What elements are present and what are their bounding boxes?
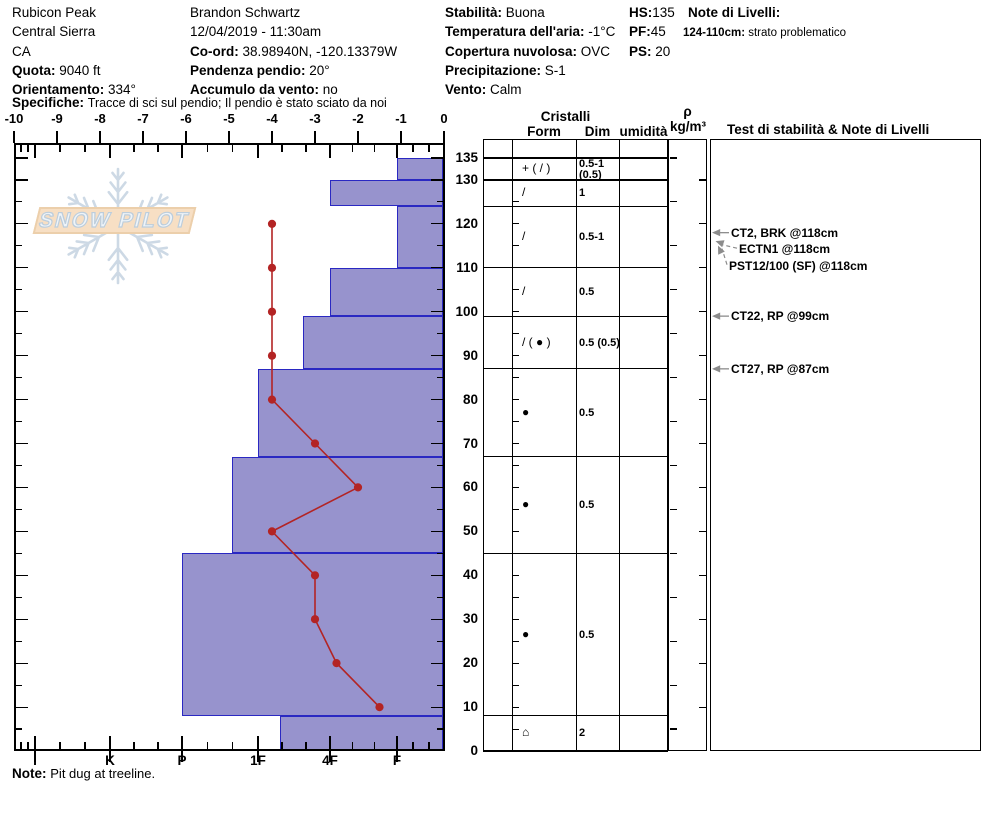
temp-axis-tick bbox=[443, 131, 445, 143]
form-column-header: Form bbox=[527, 124, 561, 139]
density-tick-right bbox=[699, 707, 706, 708]
snowpilot-logo-text: SNOW PILOT bbox=[36, 208, 193, 232]
density-tick-right bbox=[699, 663, 706, 664]
depth-tick-right bbox=[437, 377, 443, 378]
grain-form-symbol: ⌂ bbox=[522, 725, 530, 740]
hardness-minor-tick bbox=[59, 145, 60, 152]
depth-axis-label: 60 bbox=[462, 479, 478, 495]
depth-tick-left bbox=[16, 421, 22, 422]
hardness-minor-tick bbox=[27, 742, 28, 749]
hardness-minor-tick bbox=[232, 145, 233, 152]
site-name: Rubicon Peak bbox=[12, 5, 97, 20]
hardness-minor-tick bbox=[305, 742, 306, 749]
form-column-tick bbox=[513, 311, 519, 312]
depth-tick-left bbox=[16, 685, 22, 686]
grain-size-value: 0.5-1 bbox=[579, 158, 605, 170]
form-column-tick bbox=[513, 201, 519, 202]
hardness-minor-tick bbox=[109, 145, 110, 158]
depth-tick-left bbox=[16, 487, 28, 488]
depth-tick-right bbox=[437, 421, 443, 422]
hardness-minor-tick bbox=[109, 736, 110, 749]
grain-size-value: 0.5 bbox=[579, 499, 595, 511]
layer-boundary-row-line bbox=[483, 715, 668, 716]
form-column-tick bbox=[513, 377, 519, 378]
hardness-minor-tick bbox=[396, 736, 397, 749]
hardness-minor-tick bbox=[232, 742, 233, 749]
depth-tick-right bbox=[437, 465, 443, 466]
form-column-tick bbox=[513, 487, 519, 488]
hardness-minor-tick bbox=[428, 145, 429, 152]
depth-axis-label: 10 bbox=[462, 699, 478, 715]
density-units-header: kg/m³ bbox=[669, 119, 706, 134]
hardness-minor-tick bbox=[281, 145, 282, 152]
density-tick-left bbox=[670, 421, 677, 422]
depth-tick-left bbox=[16, 245, 22, 246]
density-tick-left bbox=[670, 157, 677, 158]
air-temp-row: Temperatura dell'aria: -1°C bbox=[445, 24, 616, 40]
profile-chart-frame bbox=[14, 143, 445, 751]
depth-tick-left bbox=[16, 465, 22, 466]
depth-tick-left bbox=[16, 355, 28, 356]
crystal-table-column-line bbox=[512, 139, 513, 751]
hardness-minor-tick bbox=[59, 742, 60, 749]
layer-boundary-row-line bbox=[483, 368, 668, 369]
depth-tick-right bbox=[437, 685, 443, 686]
crystal-table-column-line bbox=[576, 139, 577, 751]
depth-tick-left bbox=[16, 553, 22, 554]
density-tick-right bbox=[699, 443, 706, 444]
layer-boundary-row-line bbox=[483, 316, 668, 317]
wind-row: Vento: Calm bbox=[445, 82, 522, 98]
density-tick-left bbox=[670, 728, 677, 729]
depth-tick-right bbox=[437, 597, 443, 598]
hardness-minor-tick bbox=[133, 742, 134, 749]
site-region: Central Sierra bbox=[12, 24, 96, 40]
form-column-tick bbox=[513, 575, 519, 576]
coordinates-row: Co-ord: 38.98940N, -120.13379W bbox=[190, 43, 398, 59]
density-tick-right bbox=[699, 223, 706, 224]
density-tick-right bbox=[699, 267, 706, 268]
hardness-minor-tick bbox=[305, 145, 306, 152]
hardness-minor-tick bbox=[20, 145, 21, 152]
depth-tick-left bbox=[16, 707, 28, 708]
depth-axis-label: 80 bbox=[462, 391, 478, 407]
header-observer-column bbox=[190, 3, 397, 99]
form-column-tick bbox=[513, 421, 519, 422]
temp-axis-tick-label: -6 bbox=[180, 111, 192, 126]
footer-note-text: Pit dug at treeline. bbox=[50, 766, 156, 781]
hardness-minor-tick bbox=[133, 145, 134, 152]
temp-axis-tick bbox=[99, 131, 101, 143]
temp-axis-tick-label: 0 bbox=[440, 111, 448, 126]
density-tick-right bbox=[699, 355, 706, 356]
form-column-tick bbox=[513, 158, 519, 159]
grain-size-value: 0.5-1 bbox=[579, 231, 605, 244]
depth-tick-left bbox=[16, 619, 28, 620]
depth-axis-label: 50 bbox=[462, 523, 478, 539]
grain-size-value: 0.5 bbox=[579, 628, 595, 641]
hardness-minor-tick bbox=[428, 742, 429, 749]
layer-boundary-row-line bbox=[483, 206, 668, 207]
density-tick-left bbox=[670, 553, 677, 554]
depth-tick-right bbox=[437, 245, 443, 246]
temp-axis-tick-label: -10 bbox=[4, 111, 24, 126]
specifics-text: Tracce di sci sul pendio; Il pendio è stato sciato da noi bbox=[87, 96, 387, 110]
form-column-tick bbox=[513, 531, 519, 532]
form-column-tick bbox=[513, 333, 519, 334]
temp-axis-tick-label: -9 bbox=[51, 111, 63, 126]
depth-tick-left bbox=[16, 399, 28, 400]
grain-form-symbol: / bbox=[522, 229, 526, 244]
hs-row: HS:135 bbox=[629, 5, 675, 20]
depth-tick-right bbox=[437, 641, 443, 642]
density-tick-right bbox=[699, 487, 706, 488]
form-column-tick bbox=[513, 180, 519, 181]
grain-size-value: 1 bbox=[579, 187, 586, 200]
temp-axis-tick bbox=[357, 131, 359, 143]
form-column-tick bbox=[513, 729, 519, 730]
hardness-minor-tick bbox=[34, 736, 35, 749]
hardness-axis-label: 4F bbox=[322, 753, 338, 768]
density-tick-right bbox=[699, 399, 706, 400]
depth-tick-left bbox=[16, 728, 22, 729]
elevation-row: Quota: 9040 ft bbox=[12, 62, 101, 78]
hardness-minor-tick bbox=[157, 145, 158, 152]
temp-axis-tick-label: -5 bbox=[223, 111, 235, 126]
aspect-row: Orientamento: 334° bbox=[12, 82, 136, 98]
form-column-tick bbox=[513, 509, 519, 510]
density-tick-left bbox=[670, 333, 677, 334]
hardness-minor-tick bbox=[207, 145, 208, 152]
grain-size-value: 0.5 bbox=[579, 406, 595, 419]
depth-tick-left bbox=[16, 333, 22, 334]
layer-boundary-row-line bbox=[483, 157, 668, 158]
stability-row: Stabilità: Buona bbox=[445, 5, 545, 20]
form-column-tick bbox=[513, 245, 519, 246]
stability-test-result: PST12/100 (SF) @118cm bbox=[729, 258, 868, 273]
depth-tick-left bbox=[16, 641, 22, 642]
layer-boundary-row-line bbox=[483, 456, 668, 457]
depth-tick-right bbox=[437, 728, 443, 729]
form-column-tick bbox=[513, 399, 519, 400]
hardness-minor-tick bbox=[181, 736, 182, 749]
density-tick-left bbox=[670, 685, 677, 686]
density-symbol-header: ρ bbox=[683, 104, 692, 119]
depth-axis-label: 70 bbox=[462, 435, 478, 451]
depth-tick-left bbox=[16, 575, 28, 576]
hardness-minor-tick bbox=[374, 145, 375, 152]
temp-axis-tick-label: -2 bbox=[352, 111, 364, 126]
level-notes-title: Note di Livelli: bbox=[688, 5, 781, 20]
layer-boundary-row-line bbox=[483, 267, 668, 268]
density-tick-right bbox=[699, 619, 706, 620]
hardness-minor-tick bbox=[84, 742, 85, 749]
observation-datetime: 12/04/2019 - 11:30am bbox=[190, 24, 322, 40]
hardness-axis-label: I bbox=[33, 753, 37, 768]
depth-tick-left bbox=[16, 223, 28, 224]
form-column-tick bbox=[513, 685, 519, 686]
footer-note: Note: Pit dug at treeline. bbox=[12, 766, 156, 781]
form-column-tick bbox=[513, 355, 519, 356]
depth-axis-label: 30 bbox=[462, 611, 478, 627]
hardness-minor-tick bbox=[257, 736, 258, 749]
density-tick-left bbox=[670, 641, 677, 642]
grain-size-value: 0.5 (0.5) bbox=[579, 336, 620, 349]
depth-tick-left bbox=[16, 179, 28, 180]
depth-axis-label: 120 bbox=[455, 215, 478, 231]
depth-tick-left bbox=[16, 289, 22, 290]
layer-boundary-row-line bbox=[483, 553, 668, 554]
depth-axis-label: 135 bbox=[455, 150, 478, 165]
header-specifics-row: Specifiche: Tracce di sci sul pendio; Il pendio è stato sciato da noi bbox=[12, 95, 387, 110]
grain-form-symbol: / bbox=[522, 284, 526, 298]
form-column-tick bbox=[513, 223, 519, 224]
hardness-minor-tick bbox=[207, 742, 208, 749]
ps-row: PS: 20 bbox=[629, 43, 671, 59]
observer-name: Brandon Schwartz bbox=[190, 5, 301, 20]
density-tick-left bbox=[670, 201, 677, 202]
hardness-minor-tick bbox=[27, 145, 28, 152]
density-tick-right bbox=[699, 575, 706, 576]
depth-tick-left bbox=[16, 311, 28, 312]
hardness-minor-tick bbox=[412, 145, 413, 152]
temp-axis-tick bbox=[271, 131, 273, 143]
form-column-tick bbox=[513, 289, 519, 290]
level-note-row: 124-110cm: strato problematico bbox=[683, 27, 847, 39]
hardness-axis-label: K bbox=[105, 753, 115, 768]
density-tick-left bbox=[670, 289, 677, 290]
form-column-tick bbox=[513, 707, 519, 708]
hardness-minor-tick bbox=[396, 145, 397, 158]
depth-tick-left bbox=[16, 267, 28, 268]
grain-size-value: 0.5 bbox=[579, 286, 595, 298]
temp-axis-tick bbox=[400, 131, 402, 143]
crystals-header: Cristalli bbox=[540, 109, 591, 124]
stability-tests-header: Test di stabilità & Note di Livelli bbox=[727, 122, 930, 137]
temp-axis-tick-label: -1 bbox=[395, 111, 407, 126]
hardness-minor-tick bbox=[352, 742, 353, 749]
hardness-axis-label: P bbox=[177, 753, 187, 768]
density-tick-right bbox=[699, 179, 706, 180]
hardness-minor-tick bbox=[281, 742, 282, 749]
density-tick-left bbox=[670, 597, 677, 598]
form-column-tick bbox=[513, 641, 519, 642]
form-column-tick bbox=[513, 267, 519, 268]
layer-boundary-row-line bbox=[483, 179, 668, 180]
header-location-column bbox=[12, 3, 136, 99]
header-conditions-column bbox=[445, 3, 615, 99]
density-tick-left bbox=[670, 377, 677, 378]
temp-axis-tick bbox=[228, 131, 230, 143]
depth-tick-right bbox=[437, 289, 443, 290]
stability-test-result: CT22, RP @99cm bbox=[731, 309, 830, 324]
hardness-minor-tick bbox=[181, 145, 182, 158]
depth-axis-label: 0 bbox=[470, 743, 478, 758]
density-tick-left bbox=[670, 245, 677, 246]
depth-tick-right bbox=[437, 553, 443, 554]
form-column-tick bbox=[513, 553, 519, 554]
sky-cover-row: Copertura nuvolosa: OVC bbox=[445, 43, 611, 59]
temp-axis-tick-label: -4 bbox=[266, 111, 278, 126]
depth-axis-label: 100 bbox=[455, 303, 478, 319]
layer-boundary-row-line bbox=[483, 750, 668, 751]
depth-axis-label: 20 bbox=[462, 655, 478, 671]
depth-tick-left bbox=[16, 377, 22, 378]
depth-tick-left bbox=[16, 443, 28, 444]
hardness-minor-tick bbox=[374, 742, 375, 749]
temp-axis-tick bbox=[185, 131, 187, 143]
form-column-tick bbox=[513, 663, 519, 664]
hardness-minor-tick bbox=[34, 145, 35, 158]
density-tick-left bbox=[670, 465, 677, 466]
hardness-minor-tick bbox=[20, 742, 21, 749]
grain-form-symbol: ● bbox=[522, 404, 530, 419]
pf-row: PF:45 bbox=[629, 24, 666, 40]
hardness-minor-tick bbox=[329, 145, 330, 158]
hardness-minor-tick bbox=[157, 742, 158, 749]
depth-axis-label: 90 bbox=[462, 347, 478, 363]
slope-angle-row: Pendenza pendio: 20° bbox=[190, 62, 330, 78]
stability-test-result: CT2, BRK @118cm bbox=[731, 225, 839, 240]
header-level-notes-column bbox=[683, 3, 847, 39]
depth-axis-label: 130 bbox=[455, 172, 478, 187]
depth-tick-left bbox=[16, 597, 22, 598]
grain-form-symbol: ● bbox=[522, 626, 530, 641]
grain-form-symbol: / bbox=[522, 185, 526, 200]
crystal-table-column-line bbox=[619, 139, 620, 751]
depth-tick-right bbox=[437, 201, 443, 202]
depth-tick-left bbox=[16, 157, 28, 158]
depth-tick-left bbox=[16, 531, 28, 532]
depth-tick-right bbox=[437, 333, 443, 334]
depth-tick-right bbox=[437, 509, 443, 510]
form-column-tick bbox=[513, 597, 519, 598]
hardness-axis-label: F bbox=[392, 753, 402, 768]
depth-axis-label: 110 bbox=[456, 259, 478, 275]
grain-form-symbol: ● bbox=[522, 497, 530, 511]
grain-size-secondary-value: (0.5) bbox=[579, 169, 602, 181]
density-tick-left bbox=[670, 509, 677, 510]
grain-form-symbol: / ( ● ) bbox=[522, 334, 551, 349]
temp-axis-tick bbox=[56, 131, 58, 143]
precipitation-row: Precipitazione: S-1 bbox=[445, 62, 566, 78]
temp-axis-tick-label: -7 bbox=[137, 111, 149, 126]
density-tick-right bbox=[699, 311, 706, 312]
hardness-minor-tick bbox=[84, 145, 85, 152]
depth-tick-left bbox=[16, 663, 28, 664]
grain-form-symbol: + ( / ) bbox=[522, 161, 551, 175]
wind-loading-row: Accumulo da vento: no bbox=[190, 82, 338, 98]
stability-test-result: ECTN1 @118cm bbox=[739, 242, 831, 257]
hardness-axis-label: 1F bbox=[250, 753, 266, 768]
site-state: CA bbox=[12, 43, 31, 59]
temp-axis-tick bbox=[142, 131, 144, 143]
temp-axis-tick-label: -3 bbox=[309, 111, 321, 126]
hardness-minor-tick bbox=[412, 742, 413, 749]
form-column-tick bbox=[513, 465, 519, 466]
humidity-column-header: umidità bbox=[619, 124, 668, 139]
hardness-minor-tick bbox=[352, 145, 353, 152]
temp-axis-tick bbox=[314, 131, 316, 143]
form-column-tick bbox=[513, 619, 519, 620]
depth-axis-label: 40 bbox=[462, 567, 478, 583]
form-column-tick bbox=[513, 443, 519, 444]
hardness-minor-tick bbox=[329, 736, 330, 749]
density-tick-right bbox=[699, 531, 706, 532]
temp-axis-tick bbox=[13, 131, 15, 143]
header-totals-column bbox=[629, 3, 675, 61]
grain-size-value: 2 bbox=[579, 727, 586, 740]
density-column-frame bbox=[668, 139, 707, 751]
depth-tick-left bbox=[16, 509, 22, 510]
temp-axis-tick-label: -8 bbox=[94, 111, 106, 126]
hardness-minor-tick bbox=[257, 145, 258, 158]
dim-column-header: Dim bbox=[584, 124, 611, 139]
depth-tick-left bbox=[16, 201, 22, 202]
stability-test-result: CT27, RP @87cm bbox=[731, 361, 830, 376]
